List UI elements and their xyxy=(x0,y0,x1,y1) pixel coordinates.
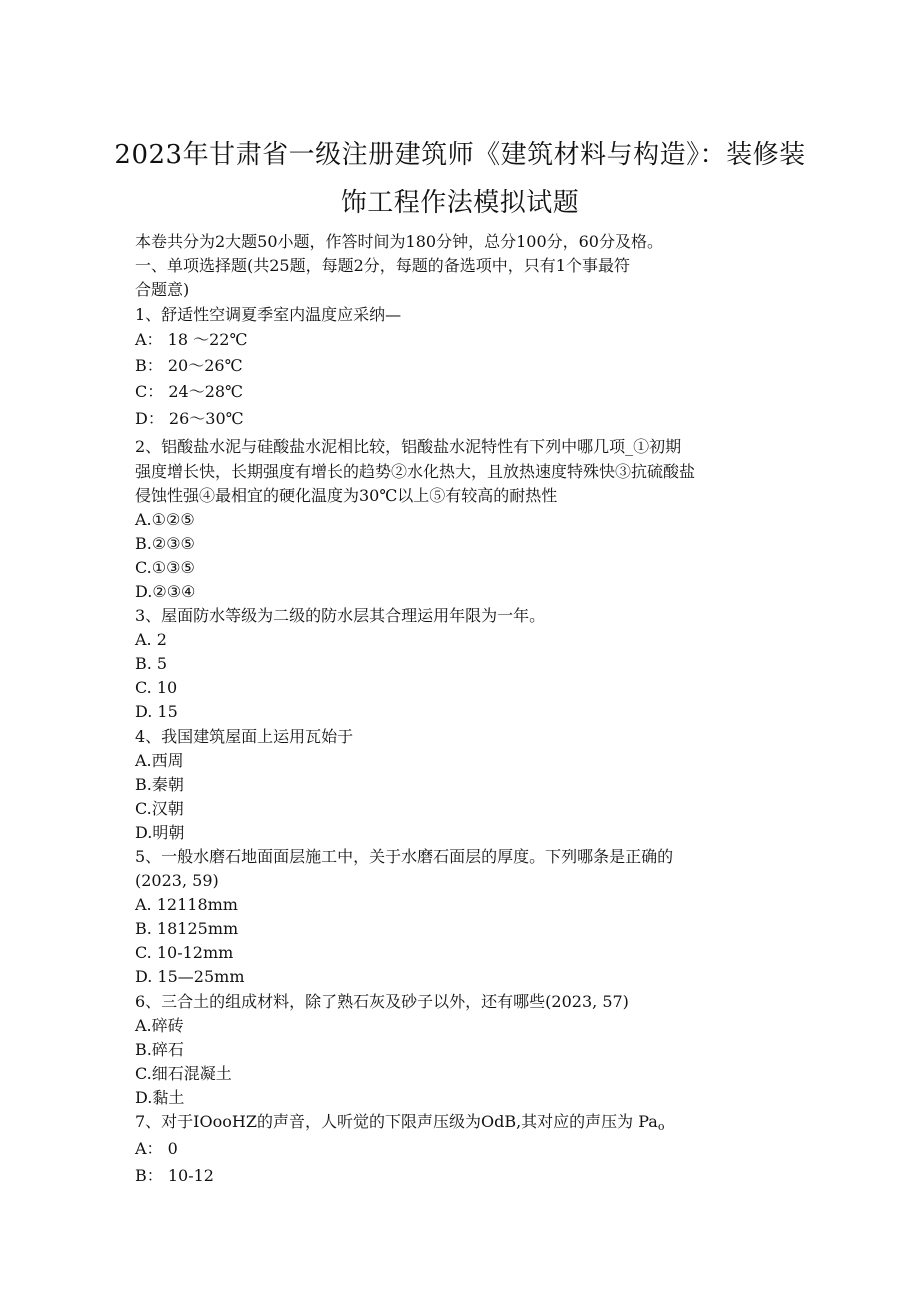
question-4-option-a: A.西周 xyxy=(135,751,184,770)
question-3-option-a: A. 2 xyxy=(135,630,167,649)
question-7-option-b: B： 10-12 xyxy=(135,1166,214,1185)
question-5-option-c: C. 10-12mm xyxy=(135,943,234,962)
question-7-stem-text: 7、对于IOooHZ的声音，人听觉的下限声压级为OdB,其对应的声压为 Pa xyxy=(135,1112,658,1131)
question-6-stem: 6、三合土的组成材料，除了熟石灰及砂子以外，还有哪些(2023, 57) xyxy=(135,992,629,1011)
document-title-line-1: 2023年甘肃省一级注册建筑师《建筑材料与构造》：装修装 xyxy=(114,140,806,170)
question-2-stem-line-2: 强度增长快，长期强度有增长的趋势②水化热大，且放热速度特殊快③抗硫酸盐 xyxy=(135,462,696,481)
question-4-option-d: D.明朝 xyxy=(135,823,185,842)
question-3-option-b: B. 5 xyxy=(135,654,168,673)
question-3-option-d: D. 15 xyxy=(135,702,178,721)
question-2-option-b: B.②③⑤ xyxy=(135,534,195,553)
question-1-option-d: D： 26～30℃ xyxy=(135,409,244,428)
question-5-option-a: A. 12118mm xyxy=(135,895,238,914)
question-3-stem: 3、屋面防水等级为二级的防水层其合理运用年限为一年。 xyxy=(135,606,546,625)
question-6-option-c: C.细石混凝土 xyxy=(135,1064,232,1083)
question-5-stem-line-1: 5、一般水磨石地面面层施工中，关于水磨石面层的厚度。下列哪条是正确的 xyxy=(135,847,674,866)
section-heading-line-1: 一、单项选择题(共25题，每题2分，每题的备选项中，只有1个事最符 xyxy=(135,256,630,275)
section-heading-line-2: 合题意) xyxy=(135,280,190,299)
question-4-stem: 4、我国建筑屋面上运用瓦始于 xyxy=(135,727,354,746)
question-7-option-a: A： 0 xyxy=(135,1139,178,1158)
question-2-option-a: A.①②⑤ xyxy=(135,510,195,529)
question-2-stem-line-3: 侵蚀性强④最相宜的硬化温度为30℃以上⑤有较高的耐热性 xyxy=(135,486,558,505)
question-1-option-c: C： 24～28℃ xyxy=(135,382,243,401)
question-2-option-c: C.①③⑤ xyxy=(135,558,195,577)
question-6-option-a: A.碎砖 xyxy=(135,1016,184,1035)
question-1-option-a: A： 18 ～22℃ xyxy=(135,330,248,349)
question-4-option-b: B.秦朝 xyxy=(135,775,184,794)
question-5-option-b: B. 18125mm xyxy=(135,919,239,938)
question-6-option-d: D.黏土 xyxy=(135,1088,185,1107)
intro-text: 本卷共分为2大题50小题，作答时间为180分钟，总分100分，60分及格。 xyxy=(135,232,663,251)
document-title-line-2: 饰工程作法模拟试题 xyxy=(340,188,580,218)
question-3-option-c: C. 10 xyxy=(135,678,178,697)
question-2-option-d: D.②③④ xyxy=(135,582,196,601)
question-7-stem xyxy=(135,1112,664,1137)
question-1-option-b: B： 20～26℃ xyxy=(135,356,243,375)
question-2-stem-line-1: 2、铝酸盐水泥与硅酸盐水泥相比较，铝酸盐水泥特性有下列中哪几项_①初期 xyxy=(135,437,682,456)
question-6-option-b: B.碎石 xyxy=(135,1040,184,1059)
question-5-stem-line-2: (2023, 59) xyxy=(135,871,219,890)
question-4-option-c: C.汉朝 xyxy=(135,799,184,818)
question-1-stem: 1、舒适性空调夏季室内温度应采纳— xyxy=(135,305,402,324)
question-5-option-d: D. 15—25mm xyxy=(135,967,245,986)
question-7-stem-tail: o xyxy=(657,1120,665,1133)
